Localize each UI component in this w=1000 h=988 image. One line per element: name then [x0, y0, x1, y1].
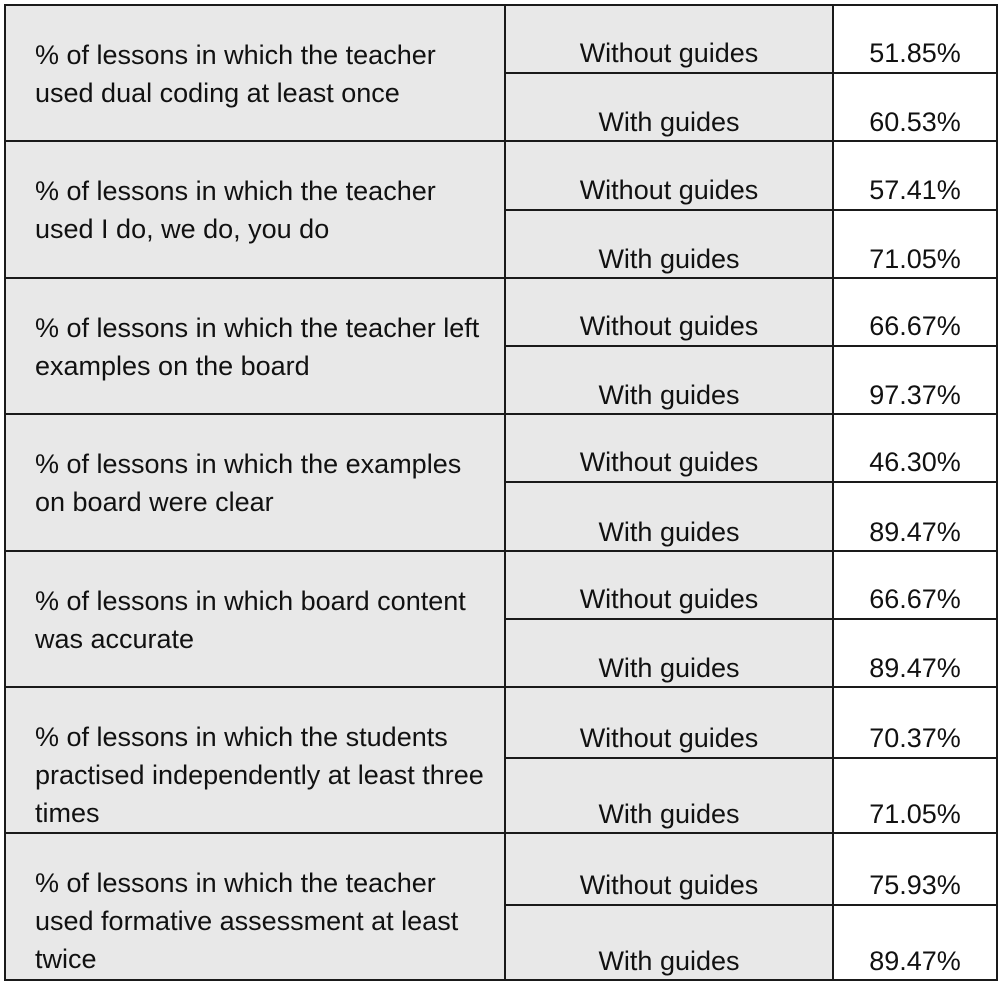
comparison-table [4, 4, 998, 981]
with-guides-value: 97.37% [833, 346, 997, 414]
with-guides-value: 89.47% [833, 482, 997, 550]
table-row [5, 414, 997, 482]
without-guides-label: Without guides [505, 141, 833, 209]
table-row [5, 141, 997, 209]
table-row [5, 687, 997, 758]
metric-label: % of lessons in which the examples on board were clear [5, 414, 505, 550]
metric-label: % of lessons in which the teacher left examples on the board [5, 278, 505, 414]
with-guides-value: 71.05% [833, 758, 997, 833]
table-body [5, 5, 997, 980]
with-guides-label: With guides [505, 758, 833, 833]
table-row [5, 5, 997, 73]
table-row [5, 551, 997, 619]
without-guides-label: Without guides [505, 5, 833, 73]
without-guides-label: Without guides [505, 414, 833, 482]
metric-label: % of lessons in which the teacher used I do, we do, you do [5, 141, 505, 277]
without-guides-value: 46.30% [833, 414, 997, 482]
with-guides-value: 60.53% [833, 73, 997, 141]
without-guides-label: Without guides [505, 551, 833, 619]
with-guides-label: With guides [505, 346, 833, 414]
metric-label: % of lessons in which the students practised independently at least three times [5, 687, 505, 833]
with-guides-label: With guides [505, 482, 833, 550]
with-guides-value: 71.05% [833, 210, 997, 278]
metric-label: % of lessons in which the teacher used dual coding at least once [5, 5, 505, 141]
without-guides-value: 66.67% [833, 278, 997, 346]
without-guides-value: 57.41% [833, 141, 997, 209]
table-row [5, 278, 997, 346]
without-guides-label: Without guides [505, 687, 833, 758]
table-row [5, 833, 997, 905]
with-guides-value: 89.47% [833, 619, 997, 687]
without-guides-label: Without guides [505, 278, 833, 346]
metric-label: % of lessons in which board content was accurate [5, 551, 505, 687]
metric-label: % of lessons in which the teacher used formative assessment at least twice [5, 833, 505, 980]
without-guides-value: 70.37% [833, 687, 997, 758]
with-guides-label: With guides [505, 619, 833, 687]
with-guides-label: With guides [505, 905, 833, 980]
without-guides-value: 75.93% [833, 833, 997, 905]
with-guides-label: With guides [505, 210, 833, 278]
with-guides-label: With guides [505, 73, 833, 141]
without-guides-label: Without guides [505, 833, 833, 905]
with-guides-value: 89.47% [833, 905, 997, 980]
without-guides-value: 66.67% [833, 551, 997, 619]
without-guides-value: 51.85% [833, 5, 997, 73]
